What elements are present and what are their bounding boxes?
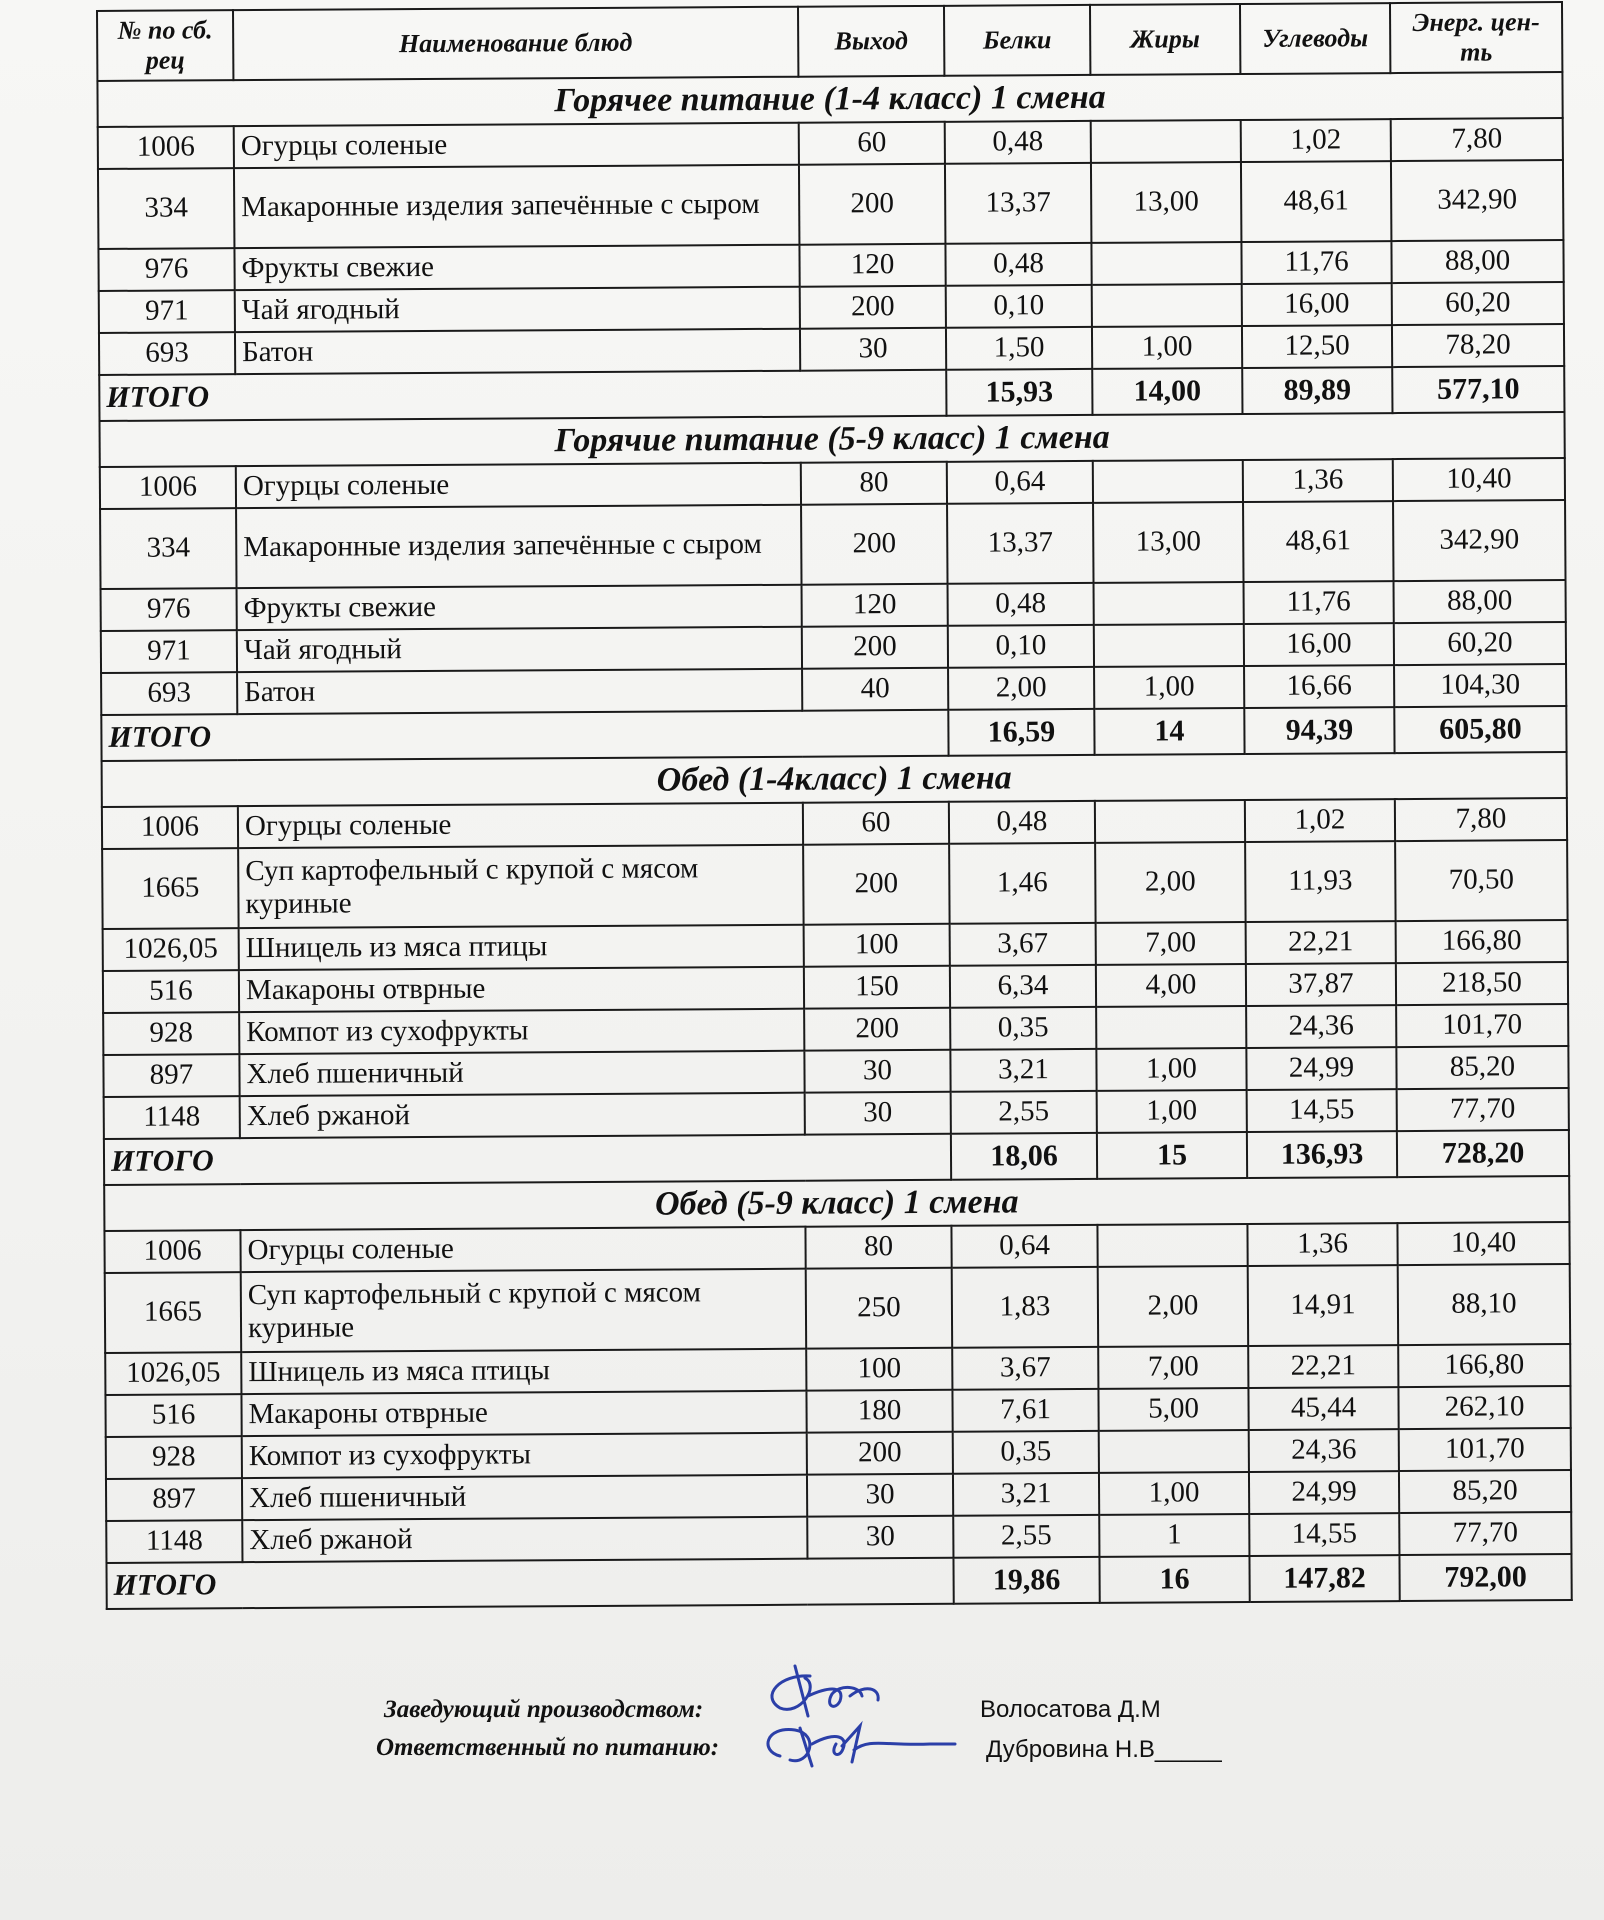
energy-value: 218,50 [1396,962,1568,1005]
carbs-value: 22,21 [1248,1345,1398,1388]
signature-block [370,1680,1270,1800]
protein-value: 6,34 [950,965,1096,1008]
energy-value: 101,70 [1399,1428,1571,1471]
recipe-number: 516 [105,1394,241,1437]
dish-name: Огурцы соленые [240,1227,805,1272]
energy-value: 101,70 [1396,1004,1568,1047]
total-energy: 792,00 [1399,1554,1571,1601]
dish-name: Компот из сухофрукты [242,1433,807,1478]
head-signature-line [384,1696,703,1736]
dish-name: Компот из сухофрукты [239,1009,804,1054]
total-energy: 577,10 [1392,366,1564,413]
menu-body [97,72,1571,1609]
section-title: Обед (5-9 класс) 1 смена [104,1176,1569,1231]
energy-value: 262,10 [1398,1386,1570,1429]
yield-value: 60 [803,802,949,845]
section-title: Обед (1-4класс) 1 смена [102,752,1567,807]
protein-value: 2,55 [953,1515,1099,1558]
energy-value: 60,20 [1392,282,1564,325]
resp-signature-line [376,1734,719,1774]
energy-value: 10,40 [1393,458,1565,501]
head-role: Заведующий производством: [384,1696,704,1723]
total-label: ИТОГО [101,710,948,761]
yield-value: 120 [802,584,948,627]
recipe-number: 693 [99,332,235,375]
yield-value: 200 [804,1008,950,1051]
recipe-number: 928 [106,1436,242,1479]
energy-value: 7,80 [1391,118,1563,161]
yield-value: 100 [806,1348,952,1391]
recipe-number: 334 [100,508,236,589]
yield-value: 30 [807,1474,953,1517]
energy-value: 70,50 [1395,840,1567,921]
handwritten-signature-icon [750,1656,960,1776]
dish-name: Фрукты свежие [237,585,802,630]
protein-value: 0,48 [945,243,1091,286]
carbs-value: 45,44 [1248,1387,1398,1430]
protein-value: 0,35 [953,1431,1099,1474]
fat-value [1092,284,1242,327]
recipe-number: 976 [101,588,237,631]
energy-value: 85,20 [1399,1470,1571,1513]
fat-value: 4,00 [1096,964,1246,1007]
dish-name: Хлеб пшеничный [239,1051,804,1096]
header-yield: Выход [798,6,944,77]
carbs-value: 16,66 [1244,665,1394,708]
section-title: Горячее питание (1-4 класс) 1 смена [97,72,1562,127]
fat-value [1093,460,1243,503]
recipe-number: 1006 [100,466,236,509]
protein-value: 0,64 [947,461,1093,504]
total-carbs: 147,82 [1249,1555,1399,1602]
energy-value: 77,70 [1399,1512,1571,1555]
carbs-value: 14,55 [1249,1513,1399,1556]
energy-value: 166,80 [1396,920,1568,963]
fat-value: 2,00 [1095,842,1245,923]
fat-value [1099,1430,1249,1473]
energy-value: 88,00 [1391,240,1563,283]
recipe-number: 693 [101,672,237,715]
carbs-value: 48,61 [1243,501,1393,582]
carbs-value: 11,93 [1245,841,1395,922]
energy-value: 104,30 [1394,664,1566,707]
dish-name: Суп картофельный с крупой с мясом куриные [241,1269,806,1352]
header-num: № по сб. рец [97,10,233,81]
carbs-value: 11,76 [1241,241,1391,284]
recipe-number: 1148 [106,1520,242,1563]
yield-value: 100 [804,924,950,967]
protein-value: 3,67 [952,1347,1098,1390]
section-title: Горячие питание (5-9 класс) 1 смена [100,412,1565,467]
carbs-value: 1,36 [1243,459,1393,502]
protein-value: 3,21 [953,1473,1099,1516]
recipe-number: 971 [99,290,235,333]
dish-name: Батон [237,669,802,714]
energy-value: 77,70 [1397,1088,1569,1131]
yield-value: 200 [801,504,947,585]
protein-value: 3,67 [950,923,1096,966]
carbs-value: 22,21 [1246,921,1396,964]
fat-value: 2,00 [1098,1266,1248,1347]
fat-value: 13,00 [1093,502,1243,583]
dish-name: Шницель из мяса птицы [239,925,804,970]
yield-value: 200 [800,286,946,329]
fat-value: 1,00 [1094,666,1244,709]
fat-value: 1,00 [1097,1090,1247,1133]
dish-name: Фрукты свежие [234,245,799,290]
recipe-number: 1148 [104,1096,240,1139]
dish-name: Огурцы соленые [236,463,801,508]
fat-value [1091,242,1241,285]
energy-value: 60,20 [1394,622,1566,665]
dish-name: Хлеб пшеничный [242,1475,807,1520]
total-energy: 728,20 [1397,1130,1569,1177]
yield-value: 180 [806,1390,952,1433]
dish-name: Макароны отврные [241,1391,806,1436]
carbs-value: 24,36 [1249,1429,1399,1472]
dish-name: Макароны отврные [239,967,804,1012]
recipe-number: 334 [98,168,234,249]
yield-value: 30 [805,1092,951,1135]
yield-value: 150 [804,966,950,1009]
table-row [105,1264,1570,1353]
fat-value: 1,00 [1096,1048,1246,1091]
carbs-value: 12,50 [1242,325,1392,368]
total-label: ИТОГО [104,1134,951,1185]
dish-name: Чай ягодный [237,627,802,672]
energy-value: 10,40 [1397,1222,1569,1265]
yield-value: 250 [806,1268,952,1349]
total-label: ИТОГО [99,370,946,421]
recipe-number: 1665 [102,848,238,929]
header-protein: Белки [944,5,1090,76]
dish-name: Хлеб ржаной [242,1517,807,1562]
total-carbs: 94,39 [1244,707,1394,754]
protein-value: 2,55 [951,1091,1097,1134]
total-carbs: 89,89 [1242,367,1392,414]
energy-value: 85,20 [1396,1046,1568,1089]
protein-value: 2,00 [948,667,1094,710]
fat-value: 5,00 [1098,1388,1248,1431]
protein-value: 1,83 [952,1267,1098,1348]
protein-value: 0,48 [948,583,1094,626]
carbs-value: 24,36 [1246,1005,1396,1048]
carbs-value: 16,00 [1242,283,1392,326]
fat-value [1091,120,1241,163]
table-row [102,840,1567,929]
dish-name: Макаронные изделия запечённые с сыром [234,165,799,248]
recipe-number: 971 [101,630,237,673]
recipe-number: 976 [98,248,234,291]
recipe-number: 516 [103,970,239,1013]
recipe-number: 897 [103,1054,239,1097]
recipe-number: 1006 [102,806,238,849]
yield-value: 120 [799,244,945,287]
total-protein: 18,06 [951,1133,1097,1180]
total-energy: 605,80 [1394,706,1566,753]
total-fat: 14,00 [1092,368,1242,415]
energy-value: 342,90 [1393,500,1565,581]
yield-value: 80 [801,462,947,505]
fat-value: 1 [1099,1514,1249,1557]
yield-value: 200 [803,844,949,925]
protein-value: 0,64 [951,1225,1097,1268]
protein-value: 0,48 [949,801,1095,844]
dish-name: Суп картофельный с крупой с мясом куриные [238,845,803,928]
yield-value: 200 [799,164,945,245]
fat-value: 13,00 [1091,162,1241,243]
dish-name: Чай ягодный [235,287,800,332]
carbs-value: 16,00 [1244,623,1394,666]
table-row [100,500,1565,589]
header-name: Наименование блюд [233,7,798,80]
carbs-value: 1,02 [1241,119,1391,162]
menu-table [96,1,1573,1610]
carbs-value: 1,02 [1245,799,1395,842]
carbs-value: 37,87 [1246,963,1396,1006]
protein-value: 0,10 [948,625,1094,668]
recipe-number: 1665 [105,1272,241,1353]
total-fat: 15 [1097,1132,1247,1179]
yield-value: 40 [802,668,948,711]
protein-value: 13,37 [945,163,1091,244]
dish-name: Огурцы соленые [234,123,799,168]
header-fat: Жиры [1090,4,1240,75]
header-carbs: Углеводы [1240,3,1390,74]
carbs-value: 48,61 [1241,161,1391,242]
protein-value: 13,37 [947,503,1093,584]
protein-value: 0,10 [946,285,1092,328]
dish-name: Батон [235,329,800,374]
dish-name: Шницель из мяса птицы [241,1349,806,1394]
recipe-number: 1006 [104,1230,240,1273]
yield-value: 30 [807,1516,953,1559]
table-row [98,160,1563,249]
energy-value: 88,10 [1398,1264,1570,1345]
yield-value: 30 [804,1050,950,1093]
carbs-value: 24,99 [1246,1047,1396,1090]
resp-role: Ответственный по питанию: [376,1734,720,1761]
fat-value: 1,00 [1099,1472,1249,1515]
total-carbs: 136,93 [1247,1131,1397,1178]
carbs-value: 11,76 [1244,581,1394,624]
energy-value: 342,90 [1391,160,1563,241]
protein-value: 1,50 [946,327,1092,370]
fat-value: 7,00 [1098,1346,1248,1389]
dish-name: Хлеб ржаной [240,1093,805,1138]
protein-value: 3,21 [950,1049,1096,1092]
total-fat: 14 [1094,708,1244,755]
yield-value: 200 [807,1432,953,1475]
yield-value: 200 [802,626,948,669]
fat-value [1097,1224,1247,1267]
protein-value: 0,35 [950,1007,1096,1050]
dish-name: Огурцы соленые [238,803,803,848]
recipe-number: 1026,05 [103,928,239,971]
table-header-row [97,2,1562,81]
recipe-number: 1006 [98,126,234,169]
energy-value: 88,00 [1394,580,1566,623]
protein-value: 1,46 [949,843,1095,924]
fat-value [1094,582,1244,625]
yield-value: 60 [799,122,945,165]
total-row [106,1554,1571,1609]
energy-value: 78,20 [1392,324,1564,367]
fat-value [1095,800,1245,843]
head-name: Волосатова Д.М [980,1696,1161,1723]
carbs-value: 14,55 [1247,1089,1397,1132]
total-protein: 16,59 [948,709,1094,756]
protein-value: 7,61 [952,1389,1098,1432]
recipe-number: 928 [103,1012,239,1055]
carbs-value: 14,91 [1248,1265,1398,1346]
dish-name: Макаронные изделия запечённые с сыром [236,505,801,588]
fat-value [1096,1006,1246,1049]
energy-value: 7,80 [1395,798,1567,841]
total-fat: 16 [1099,1556,1249,1603]
fat-value: 1,00 [1092,326,1242,369]
fat-value [1094,624,1244,667]
total-protein: 15,93 [946,369,1092,416]
protein-value: 0,48 [945,121,1091,164]
total-protein: 19,86 [953,1557,1099,1604]
carbs-value: 24,99 [1249,1471,1399,1514]
total-label: ИТОГО [106,1558,953,1609]
energy-value: 166,80 [1398,1344,1570,1387]
resp-name: Дубровина Н.В_____ [986,1736,1222,1763]
carbs-value: 1,36 [1247,1223,1397,1266]
yield-value: 30 [800,328,946,371]
recipe-number: 1026,05 [105,1352,241,1395]
recipe-number: 897 [106,1478,242,1521]
fat-value: 7,00 [1096,922,1246,965]
yield-value: 80 [805,1226,951,1269]
header-energy: Энерг. цен-ть [1390,2,1562,73]
